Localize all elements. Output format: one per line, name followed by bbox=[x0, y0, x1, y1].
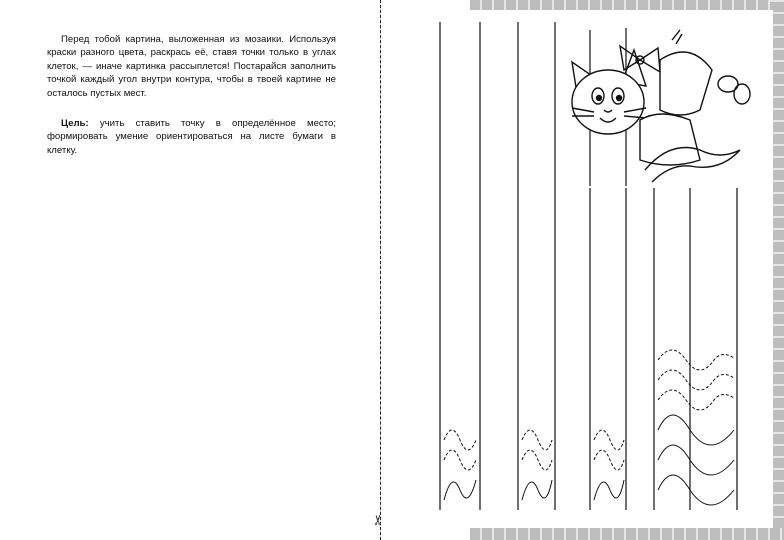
goal-text: учить ставить точку в определённое место; формировать умение ориентироваться на листе бумаги в клетку. bbox=[47, 118, 336, 156]
scissors-icon: ✂ bbox=[370, 514, 387, 526]
instructions-text: Перед тобой картина, выложенная из мозаики. Используя краски разного цвета, раскрась её, ставя точки только в углах клеток, — иначе картинка рассыплется! Постарайся заполнить точкой каждый угол внутри контура, чтобы в твоей картине не осталось пустых мест. bbox=[47, 34, 336, 99]
goal-label: Цель: bbox=[61, 118, 89, 129]
cat-drawing-icon bbox=[562, 25, 756, 188]
